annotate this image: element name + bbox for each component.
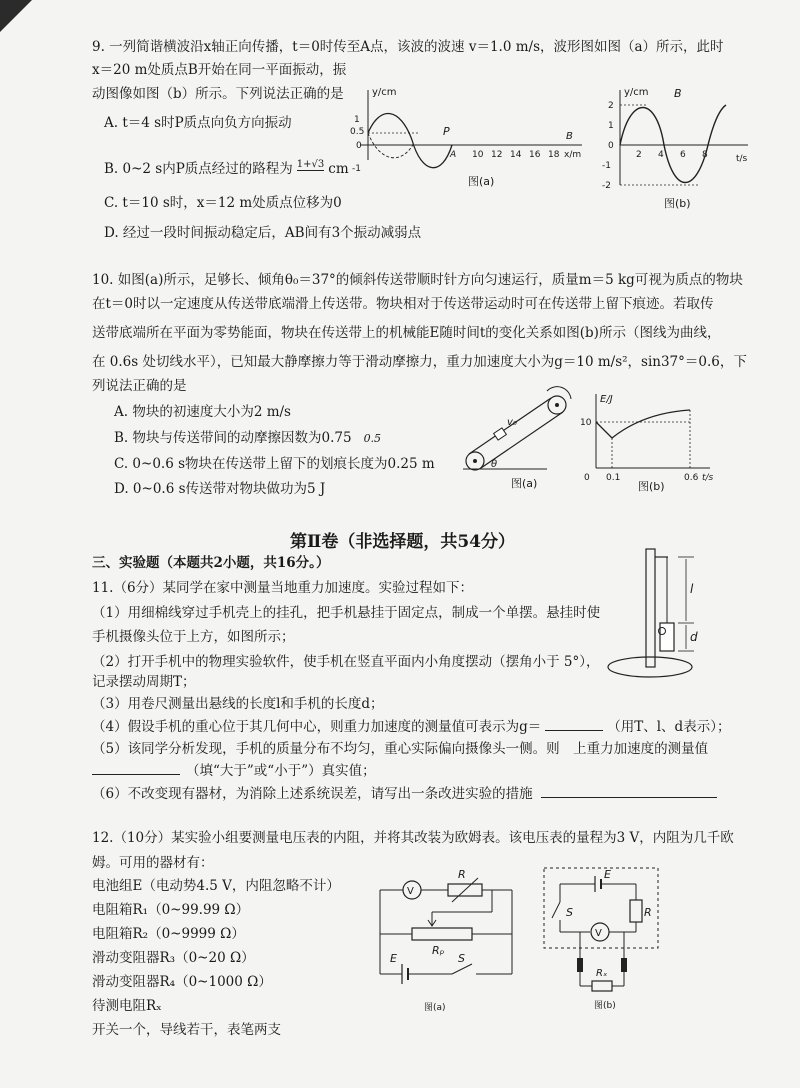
q9-option-b-unit: cm <box>328 161 349 177</box>
q9-option-b-fraction: 1+√3 <box>296 159 325 170</box>
q9a-point-b: B <box>566 131 573 142</box>
q9b-ytick-1: 1 <box>608 121 614 131</box>
q10-figure-a <box>455 385 585 495</box>
q11-answer-blank-compare[interactable] <box>92 760 180 775</box>
q11-step6-text: （6）不改变现有器材，为消除上述系统误差，请写出一条改进实验的措施 <box>92 786 533 802</box>
q10-line4: 在 0.6s 处切线水平），已知最大静摩擦力等于滑动摩擦力，重力加速度大小为g＝10 m/s²，sin37°＝0.6，下 <box>92 354 747 370</box>
section-3-heading-close: ） <box>315 555 330 571</box>
q12-item-r1: 电阻箱R₁（0~99.99 Ω） <box>92 902 250 918</box>
q11-step2-b: 记录摆动周期T； <box>92 674 196 690</box>
q9-line2: x＝20 m处质点B开始在同一平面振动，振 <box>92 62 347 78</box>
q11-step4-text: （4）假设手机的重心位于其几何中心，则重力加速度的测量值可表示为g＝ <box>92 719 542 735</box>
q10-figure-b <box>578 392 728 492</box>
q12-figure-b <box>540 862 670 1017</box>
q10-option-d: D. 0~0.6 s传送带对物块做功为5 J <box>114 481 326 497</box>
q10b-ytick-10: 10 <box>580 418 592 428</box>
q10-option-b-text: B. 物块与传送带间的动摩擦因数为0.75 <box>114 430 352 446</box>
q9b-xtick-2: 2 <box>636 150 642 160</box>
q12b-s: S <box>566 906 573 919</box>
q9a-point-p: P <box>443 125 450 138</box>
q10-option-c: C. 0~0.6 s物块在传送带上留下的划痕长度为0.25 m <box>114 456 435 472</box>
q9a-wave <box>368 114 452 168</box>
q9a-point-a: A <box>450 150 457 160</box>
section-3-heading-text: 三、实验题（本题共2小题，共16分。 <box>92 555 316 571</box>
q12-item-r2: 电阻箱R₂（0~9999 Ω） <box>92 926 245 942</box>
q10b-xtick-01: 0.1 <box>606 473 621 483</box>
section-3-heading <box>92 553 329 573</box>
q11-step3: （3）用卷尺测量出悬线的长度l和手机的长度d； <box>92 696 384 712</box>
q11-step6 <box>92 783 717 804</box>
q11-head: 11.（6分）某同学在家中测量当地重力加速度。实验过程如下： <box>92 580 474 596</box>
q12-item-rx: 待测电阻Rₓ <box>92 998 162 1014</box>
q11-answer-blank-g[interactable] <box>545 716 603 731</box>
q9b-xlabel: t/s <box>736 154 748 164</box>
q10a-v0: v₀ <box>507 417 517 428</box>
q9b-series-label: B <box>674 87 682 100</box>
q10b-xtick-06: 0.6 <box>684 473 699 483</box>
q11-step2-a: （2）打开手机中的物理实验软件，使手机在竖直平面内小角度摆动（摆角小于 5°）， <box>92 654 600 670</box>
q10-line1: 10. 如图(a)所示，足够长、倾角θ₀＝37°的倾斜传送带顺时针方向匀速运行，质量m＝5 kg可视为质点的物块 <box>92 272 743 288</box>
part2-title: 第Ⅱ卷（非选择题，共54分） <box>290 532 515 552</box>
q11-step4-hint: （用T、l、d表示）； <box>607 719 731 735</box>
q10-line3: 送带底端所在平面为零势能面，物块在传送带上的机械能E随时间t的变化关系如图(b)所示（图线为曲线， <box>92 325 721 341</box>
q11-label-d: d <box>690 630 698 644</box>
q10-line5: 列说法正确的是 <box>92 378 187 394</box>
q9-option-b <box>104 155 349 179</box>
q12b-caption: 图(b) <box>594 1001 616 1011</box>
q9a-ylabel: y/cm <box>372 87 397 98</box>
q9b-caption: 图(b) <box>664 197 691 210</box>
q9a-xtick-14: 14 <box>510 150 522 160</box>
q11-step5 <box>92 760 376 781</box>
q10-line2: 在t＝0时以一定速度从传送带底端滑上传送带。物块相对于传送带运动时可在传送带上留下痕迹。若取传 <box>92 296 714 312</box>
q9a-xlabel: x/m <box>564 150 582 160</box>
q12-item-r4: 滑动变阻器R₄（0~1000 Ω） <box>92 974 272 990</box>
q10-option-a: A. 物块的初速度大小为2 m/s <box>114 404 291 420</box>
q9-line3: 动图像如图（b）所示。下列说法正确的是 <box>92 86 344 102</box>
q9b-ytick-2: 2 <box>608 101 614 111</box>
q11-step1-a: （1）用细棉线穿过手机壳上的挂孔，把手机悬挂于固定点，制成一个单摆。悬挂时使 <box>92 605 601 621</box>
q9b-wave <box>620 105 726 183</box>
q12-item-misc: 开关一个，导线若干，表笔两支 <box>92 1022 281 1038</box>
q9a-caption: 图(a) <box>468 175 495 188</box>
q9a-xtick-12: 12 <box>491 150 503 160</box>
q9-figure-a <box>350 85 590 195</box>
q10-option-b <box>114 428 381 449</box>
q12-figure-a <box>372 862 522 1017</box>
q12a-r: R <box>458 868 466 881</box>
q12a-voltmeter: V <box>407 886 414 897</box>
q9b-xtick-4: 4 <box>658 150 664 160</box>
q9a-ytick-m1: -1 <box>352 164 361 174</box>
q9-option-b-text: B. 0~2 s内P质点经过的路程为 <box>104 161 293 177</box>
q12b-voltmeter: V <box>595 928 602 939</box>
q12a-caption: 图(a) <box>424 1003 446 1013</box>
q10a-theta: θ <box>491 459 498 470</box>
q12a-e: E <box>390 952 397 965</box>
q11-step5-b: （填“大于”或“小于”）真实值； <box>186 763 376 779</box>
q12a-rp: Rₚ <box>432 944 445 957</box>
q11-answer-blank-improve[interactable] <box>541 783 717 798</box>
q11-figure <box>600 545 720 685</box>
q9b-ylabel: y/cm <box>624 87 649 98</box>
q11-step4 <box>92 716 730 737</box>
q9a-xtick-10: 10 <box>472 150 484 160</box>
q10a-caption: 图(a) <box>511 477 538 490</box>
q10b-caption: 图(b) <box>638 480 665 493</box>
q9a-ytick-05: 0.5 <box>350 127 365 137</box>
q9-figure-b <box>598 85 758 210</box>
q9b-xtick-6: 6 <box>680 150 686 160</box>
q9-line1: 9. 一列简谐横波沿x轴正向传播，t＝0时传至A点，该波的波速 v＝1.0 m/s，波形图如图（a）所示，此时 <box>92 39 724 55</box>
q9b-xtick-8: 8 <box>702 150 708 160</box>
q11-label-l: l <box>690 582 694 596</box>
q12b-r: R <box>644 906 652 919</box>
q9a-xtick-18: 18 <box>548 150 560 160</box>
q9-option-c: C. t＝10 s时，x＝12 m处质点位移为0 <box>104 195 342 211</box>
q12-line2: 姆。可用的器材有： <box>92 855 214 871</box>
page-corner-shadow <box>0 0 32 32</box>
q12b-rx: Rₓ <box>596 968 608 979</box>
q9-option-a: A. t＝4 s时P质点向负方向振动 <box>104 115 292 131</box>
q11-step1-b: 手机摄像头位于上方，如图所示； <box>92 629 295 645</box>
q12a-s: S <box>458 952 465 965</box>
q11-step5-a: （5）该同学分析发现，手机的质量分布不均匀，重心实际偏向摄像头一侧。则 上重力加速度的测量值 <box>92 741 709 757</box>
q9b-ytick-m1: -1 <box>602 161 611 171</box>
q12-item-r3: 滑动变阻器R₃（0~20 Ω） <box>92 950 255 966</box>
q10b-ylabel: E/J <box>600 394 613 405</box>
q10b-xtick-0: 0 <box>584 473 590 483</box>
q9-option-d: D. 经过一段时间振动稳定后，AB间有3个振动减弱点 <box>104 225 422 241</box>
q10-option-b-handwritten-note: 0.5 <box>363 432 382 445</box>
q9a-ytick-1: 1 <box>354 115 360 125</box>
q9b-ytick-m2: -2 <box>602 181 611 191</box>
q12b-e: E <box>604 868 611 881</box>
q12-item-battery: 电池组E（电动势4.5 V，内阻忽略不计） <box>92 878 340 894</box>
q9b-ytick-0: 0 <box>608 141 614 151</box>
q10b-xlabel: t/s <box>702 473 714 483</box>
q10b-curve <box>596 410 690 438</box>
q9a-xtick-16: 16 <box>529 150 541 160</box>
q9a-ytick-0: 0 <box>356 141 362 151</box>
q12-line1: 12.（10分）某实验小组要测量电压表的内阻，并将其改装为欧姆表。该电压表的量程为3 V，内阻为几千欧 <box>92 830 734 846</box>
